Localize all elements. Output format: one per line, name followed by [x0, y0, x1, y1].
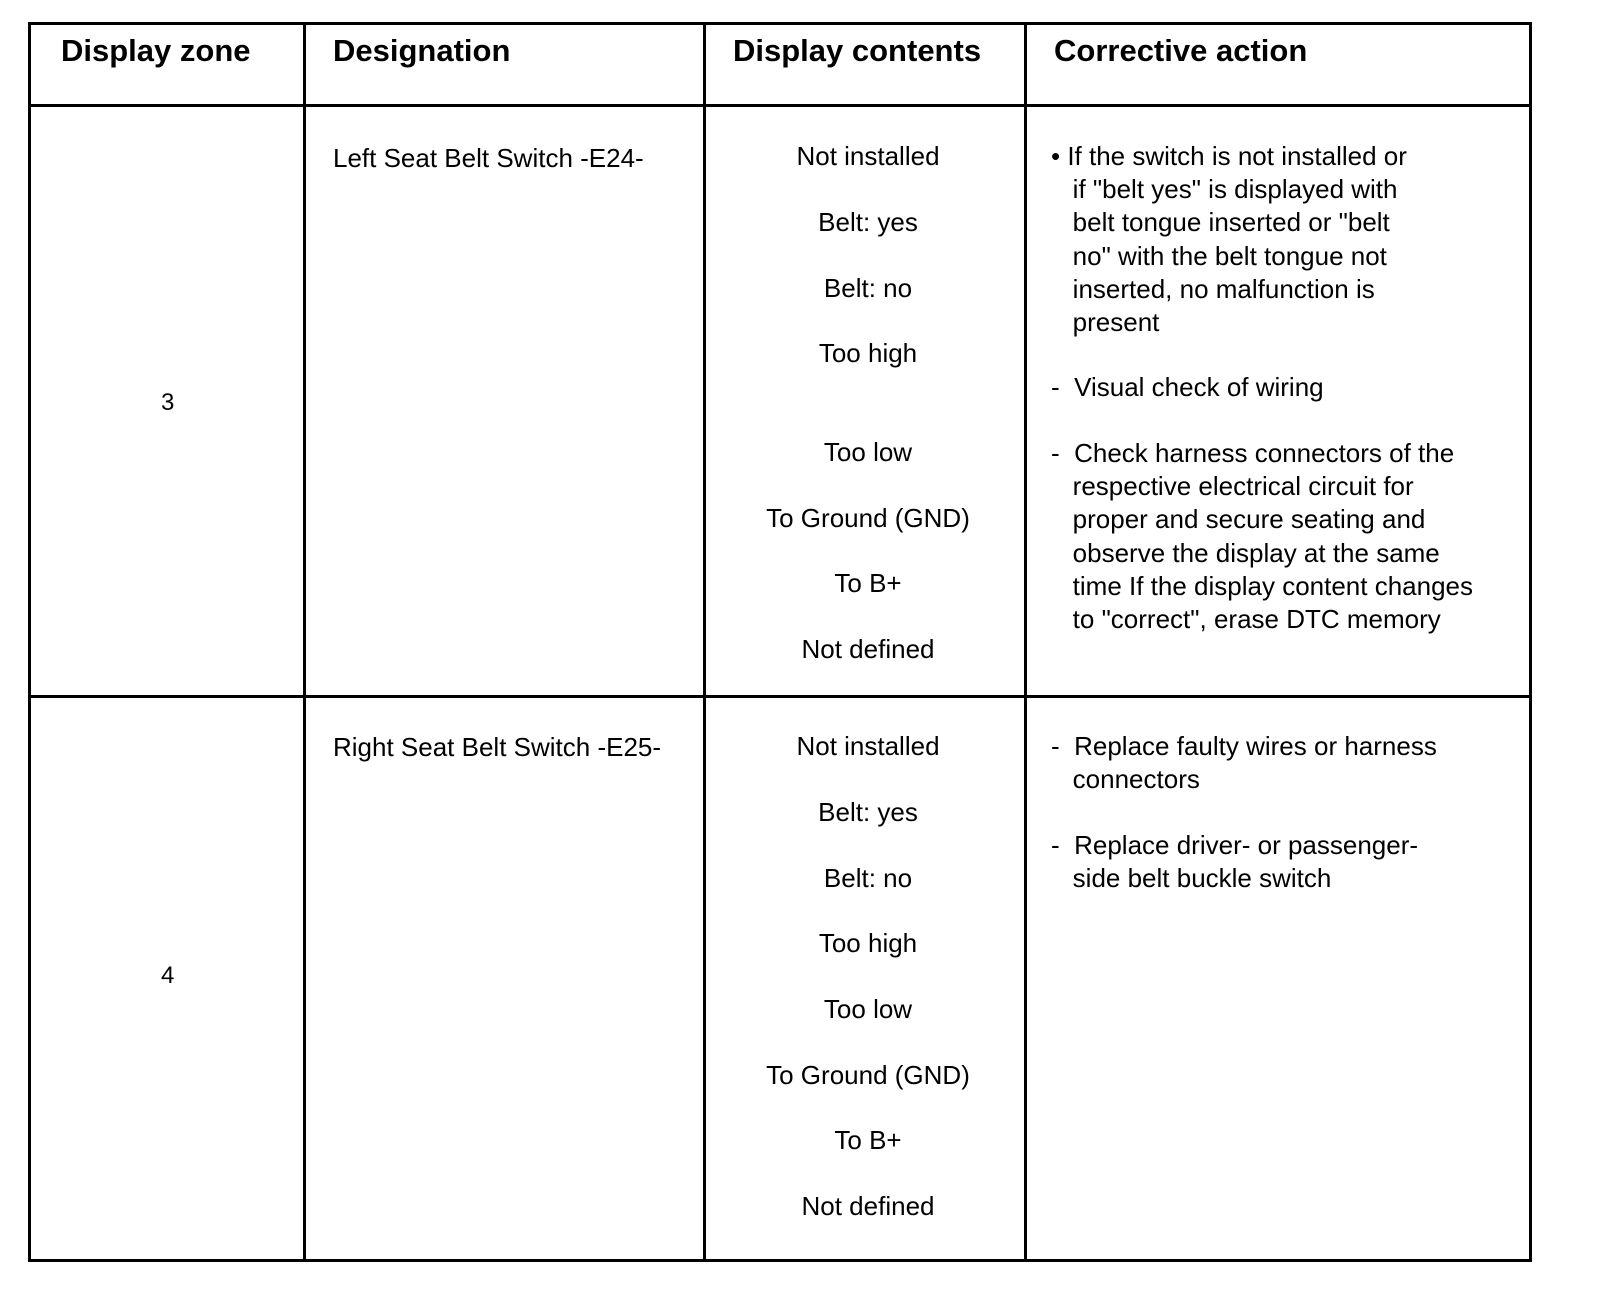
- corrective-action-note: - Visual check of wiring: [1051, 372, 1324, 402]
- list-item: To B+: [834, 1125, 902, 1155]
- column-divider: [703, 25, 706, 1259]
- list-item: Not installed: [796, 141, 940, 171]
- list-item: Belt: no: [823, 273, 913, 303]
- row-zone-number: 4: [161, 962, 175, 989]
- corrective-action-note: - Replace faulty wires or harness connectors: [1051, 731, 1437, 795]
- corrective-action-note: - Check harness connectors of the respective electrical circuit for proper and secure seating and observe the display at the same time If the display content changes to "correct", erase DTC memory: [1051, 438, 1474, 635]
- header-display-zone: Display zone: [61, 33, 251, 68]
- display-zone-table: [28, 22, 1532, 1262]
- header-corrective-action: Corrective action: [1054, 33, 1308, 68]
- list-item: Too high: [818, 928, 918, 958]
- list-item: Not defined: [801, 1191, 935, 1221]
- list-item: To Ground (GND): [766, 503, 970, 533]
- list-item: Too low: [823, 994, 913, 1024]
- header-designation: Designation: [333, 33, 511, 68]
- row-designation: Right Seat Belt Switch -E25-: [333, 732, 662, 762]
- list-item: Not defined: [801, 634, 935, 664]
- row-designation: Left Seat Belt Switch -E24-: [333, 143, 644, 173]
- row-zone-number: 3: [161, 389, 175, 416]
- list-item: Too high: [818, 338, 918, 368]
- list-item: To Ground (GND): [766, 1060, 970, 1090]
- list-item: To B+: [834, 568, 902, 598]
- column-divider: [303, 25, 306, 1259]
- corrective-action-note: - Replace driver- or passenger- side belt buckle switch: [1051, 830, 1419, 894]
- row-divider: [31, 695, 1529, 698]
- list-item: Belt: yes: [818, 797, 918, 827]
- header-display-contents: Display contents: [733, 33, 982, 68]
- header-divider: [31, 104, 1529, 107]
- corrective-action-note: • If the switch is not installed or if "belt yes" is displayed with belt tongue inserted or "belt no" with the belt tongue not inserted, no malfunction is present: [1051, 141, 1407, 338]
- list-item: Belt: yes: [818, 207, 918, 237]
- list-item: Too low: [823, 437, 913, 467]
- list-item: Belt: no: [823, 863, 913, 893]
- list-item: Not installed: [796, 731, 940, 761]
